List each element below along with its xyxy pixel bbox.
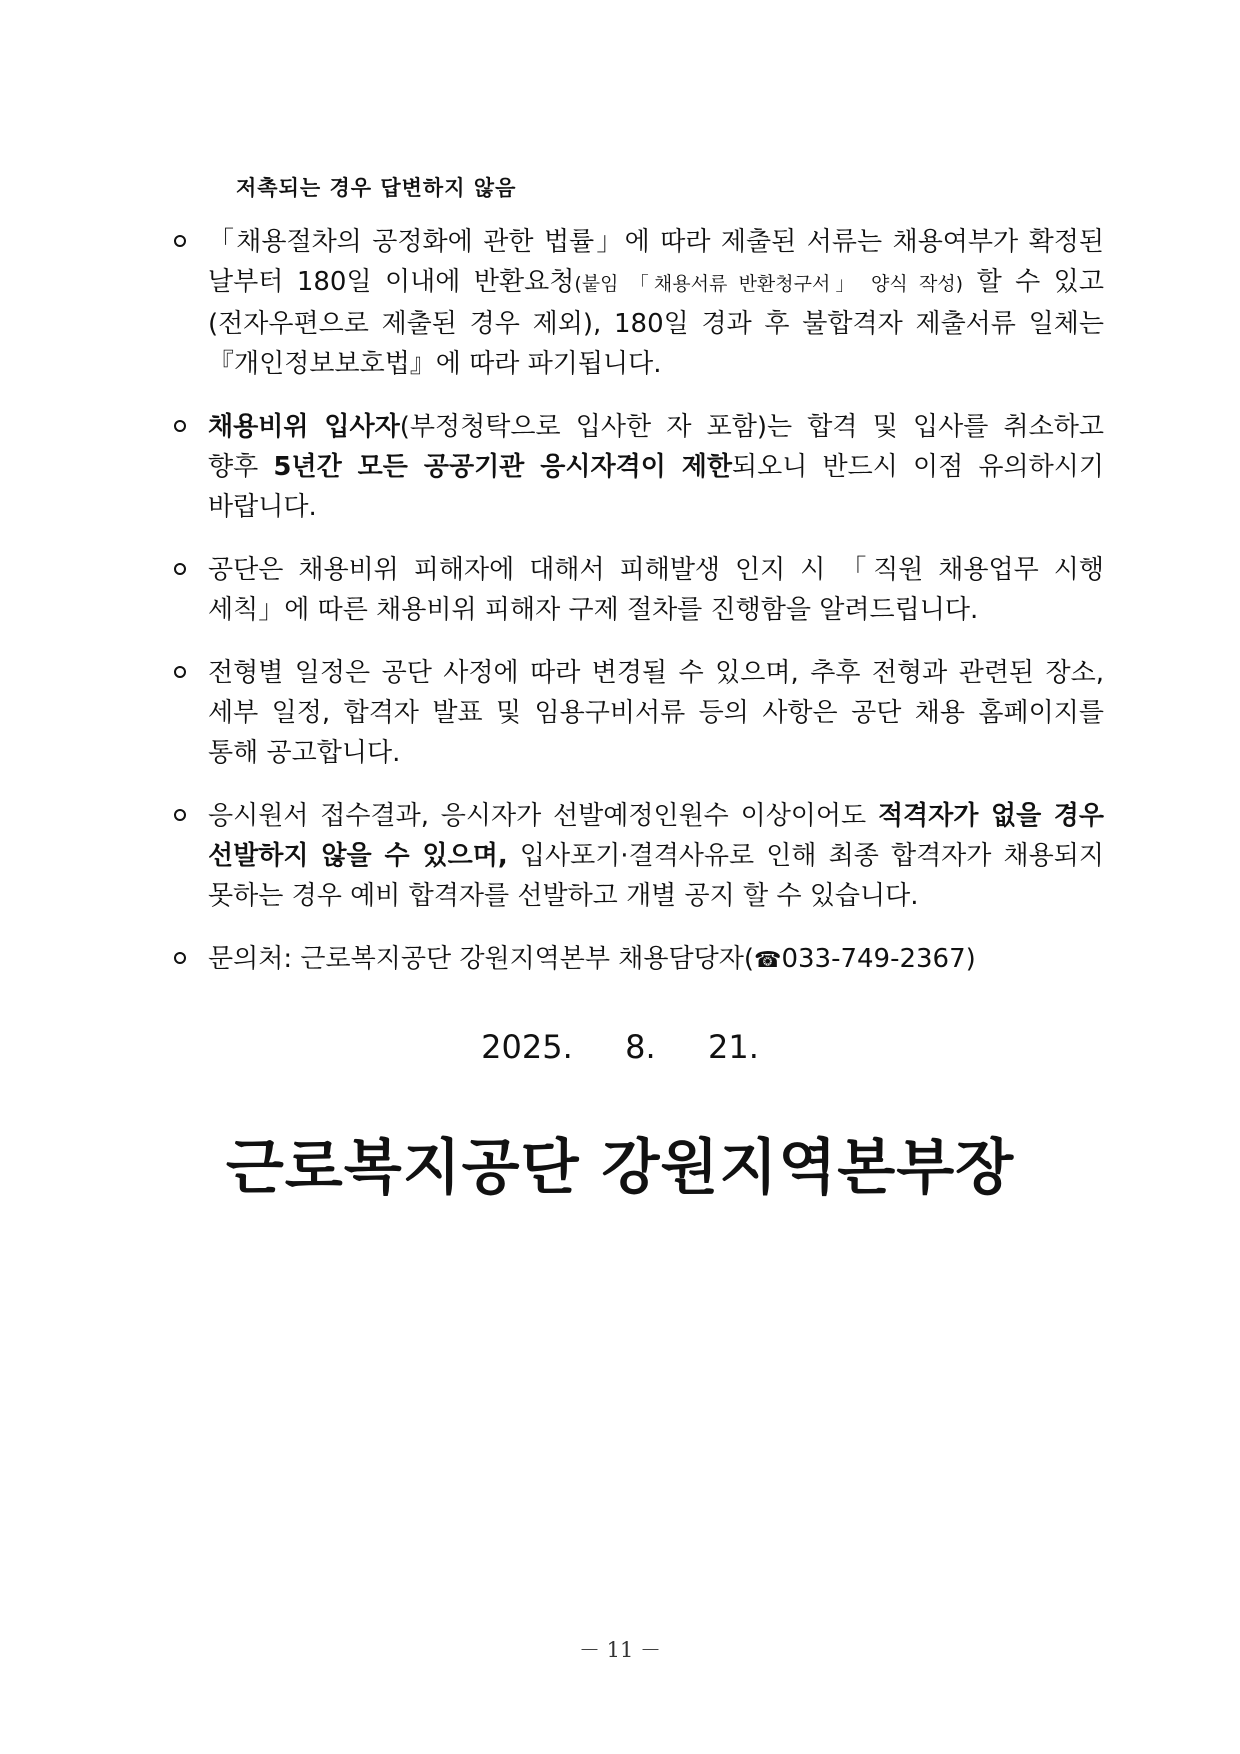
text-segment: 전형별 일정은 공단 사정에 따라 변경될 수 있으며, 추후 전형과 관련된 장소, 세부 일정, 합격자 발표 및 임용구비서류 등의 사항은 공단 채용 홈페이지를 통해 공고합니다. — [208, 658, 1104, 768]
notice-date: 2025. 8. 21. — [481, 1028, 759, 1066]
list-item-schedule-change — [172, 653, 1104, 773]
text-segment: 되오니 반드시 이점 유의하시기 바랍니다. — [208, 452, 1104, 522]
circle-bullet-icon — [174, 235, 186, 247]
text-segment: 할 수 있고(전자우편으로 제출된 경우 제외), 180일 경과 후 불합격자 제출서류 일체는 『개인정보보호법』에 따라 파기됩니다. — [208, 267, 1104, 379]
circle-bullet-icon — [174, 563, 186, 575]
list-item-selection-policy — [172, 796, 1104, 916]
continuation-text: 저촉되는 경우 답변하지 않음 — [236, 176, 517, 200]
list-item-document-return — [172, 222, 1104, 384]
circle-bullet-icon — [174, 952, 186, 964]
notice-list — [172, 222, 1104, 1004]
text-segment-small: (붙임 「채용서류 반환청구서」 양식 작성) — [574, 273, 964, 295]
circle-bullet-icon — [174, 420, 186, 432]
list-item-hiring-misconduct — [172, 407, 1104, 527]
text-segment: 응시원서 접수결과, 응시자가 선발예정인원수 이상이어도 — [208, 801, 878, 831]
circle-bullet-icon — [174, 666, 186, 678]
list-item-victim-relief — [172, 550, 1104, 630]
bold-segment: 채용비위 입사자 — [208, 412, 400, 442]
bold-segment: 5년간 모든 공공기관 응시자격이 제한 — [273, 452, 732, 482]
text-segment: (부정청탁으로 입사한 자 포함)는 합격 및 입사를 취소하고 향후 — [208, 412, 1104, 482]
issuer-signature: 근로복지공단 강원지역본부장 — [225, 1133, 1015, 1203]
list-item-contact — [172, 939, 1104, 981]
contact-phone-number: 033-749-2367) — [781, 944, 976, 974]
telephone-icon: ☎ — [754, 948, 782, 973]
bold-segment: 적격자가 없을 경우 선발하지 않을 수 있으며, — [208, 801, 1104, 871]
text-segment: 입사포기·결격사유로 인해 최종 합격자가 채용되지 못하는 경우 예비 합격자를 선발하고 개별 공지 할 수 있습니다. — [208, 841, 1104, 911]
text-segment: 문의처: 근로복지공단 강원지역본부 채용담당자( — [208, 944, 755, 974]
text-segment: 공단은 채용비위 피해자에 대해서 피해발생 인지 시 「직원 채용업무 시행 세칙」에 따른 채용비위 피해자 구제 절차를 진행함을 알려드립니다. — [208, 555, 1104, 625]
circle-bullet-icon — [174, 809, 186, 821]
text-segment: 「채용절차의 공정화에 관한 법률」에 따라 제출된 서류는 채용여부가 확정된 날부터 180일 이내에 반환요청 — [208, 227, 1104, 297]
page-number: － 11 － — [578, 1638, 662, 1662]
